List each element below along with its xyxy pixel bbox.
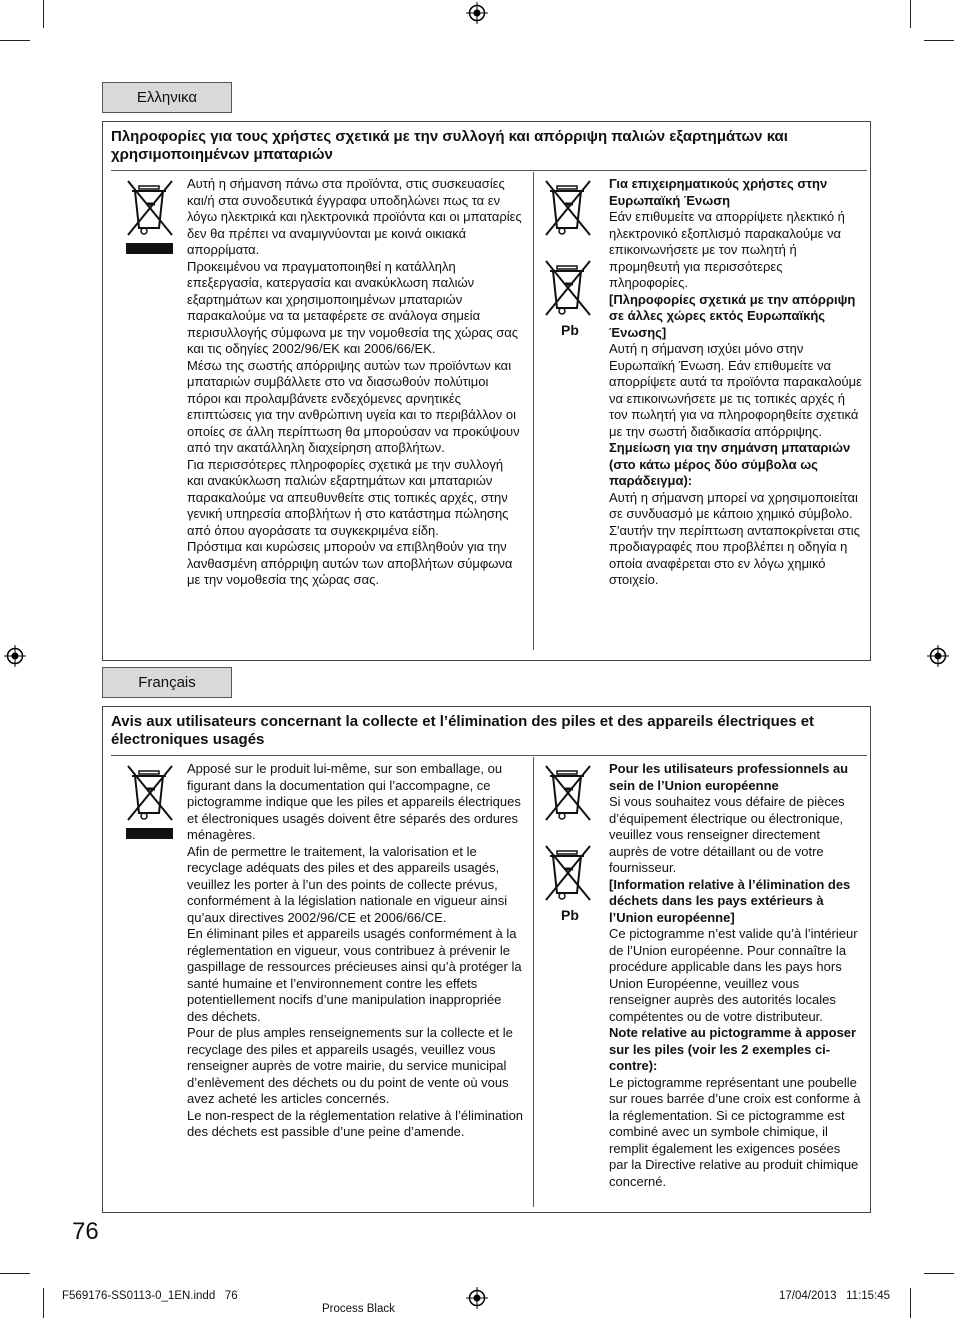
paragraph: Αυτή η σήμανση πάνω στα προϊόντα, στις συσκευασίες και/ή στα συνοδευτικά έγγραφα υποδηλώνει πως τα εν λόγω ηλεκτρικά και ηλεκτρονικά προϊόντα και οι μπαταρίες δεν θα πρέπει να αναμιγνύονται με κοινά οικιακά απορρίματα. [187,176,522,257]
crossed-bin-icon [125,763,175,841]
crop-mark [910,0,911,28]
footer-datetime: 17/04/2013 11:15:45 [779,1290,891,1302]
footer-file-name: F569176-SS0113-0_1EN.indd 76 [62,1290,238,1302]
title-divider [111,755,867,756]
registration-mark-icon [927,645,949,667]
crossed-bin-icon [543,258,593,318]
paragraph: Pour de plus amples renseignements sur la collecte et le recyclage des piles et appareils usagés, veuillez vous renseigner auprès de votre mairie, du service municipal d’enlèvement des déchets ou du point de vente où vous avez acheté les articles concernés. [187,1025,513,1106]
registration-mark-icon [466,2,488,24]
paragraph: Ce pictogramme n’est valide qu’à l’intérieur de l’Union européenne. Pour connaître la procédure applicable dans les pays hors Union Européenne, veuillez vous renseigner auprès des autorités locales compétentes ou de votre distributeur. [609,926,858,1024]
paragraph: Αυτή η σήμανση ισχύει μόνο στην Ευρωπαϊκή Ένωση. Εάν επιθυμείτε να απορρίψετε αυτά τα προϊόντα παρακαλούμε να επικοινωνήσετε με τις τοπικές αρχές ή τον πωλητή για να πληροφορηθείτε σχετικά με την σωστή διαδικασία απόρριψης. [609,341,862,439]
title-divider [111,170,867,171]
crop-mark [43,1288,44,1318]
paragraph: En éliminant piles et appareils usagés conformément à la réglementation en vigueur, vous contribuez à prévenir le gaspillage de ressources précieuses ainsi qu’à protéger la santé humaine et l’environnement contre les effets potentiellement nocifs d’une manipulation inappropriée des déchets. [187,926,522,1024]
subheading: Για επιχειρηματικούς χρήστες στην Ευρωπαϊκή Ένωση [609,176,828,208]
greek-section-title: Πληροφορίες για τους χρήστες σχετικά με την συλλογή και απόρριψη παλιών εξαρτημάτων και χρησιμοποιημένων μπαταριών [111,128,788,163]
pb-chemical-symbol: Pb [561,907,579,923]
crossed-bin-icon [543,763,593,823]
crossed-bin-icon [543,178,593,238]
column-divider [533,172,534,650]
greek-section [102,121,871,661]
registration-mark-icon [4,645,26,667]
column-divider [533,757,534,1207]
paragraph: Πρόστιμα και κυρώσεις μπορούν να επιβληθούν για την λανθασμένη απόρριψη αυτών των αποβλήτων σύμφωνα με την νομοθεσία της χώρας σας. [187,539,513,587]
subheading: Note relative au pictogramme à apposer sur les piles (voir les 2 exemples ci-contre): [609,1025,857,1073]
paragraph: Προκειμένου να πραγματοποιηθεί η κατάλληλη επεξεργασία, κατεργασία και ανακύκλωση παλιών εξαρτημάτων και χρησιμοποιημένων μπαταριών παρακαλούμε να τα μεταφέρετε σε ανάλογα σημεία περισυλλογής σύμφωνα με την νομοθεσία της χώρας σας και τις οδηγίες 2002/96/ΕΚ και 2006/66/ΕΚ. [187,258,518,356]
french-section-title: Avis aux utilisateurs concernant la collecte et l’élimination des piles et des appareils électriques et électroniques usagés [111,713,815,748]
crop-mark [0,40,30,41]
language-tab-greek: Ελληνικα [102,82,232,113]
page-number: 76 [72,1218,99,1245]
greek-right-column [609,176,862,589]
subheading: Σημείωση για την σημάνση μπαταριών (στο κάτω μέρος δύο σύμβολα ως παράδειγμα): [609,440,851,488]
crop-mark [0,1273,30,1274]
paragraph: Αυτή η σήμανση μπορεί να χρησιμοποιείται σε συνδυασμό με κάποιο χημικό σύμβολο. Σ'αυτήν την περίπτωση ανταποκρίνεται στις προδιαγραφές που προβλέπει η οδηγία η οποία αναφέρεται στο εν λόγω χημικό στοιχείο. [609,489,860,587]
subheading: [Information relative à l’élimination des déchets dans les pays extérieurs à l’Union européenne] [609,876,851,925]
language-tab-french: Français [102,667,232,698]
crossed-bin-icon [543,843,593,903]
crop-mark [924,40,954,41]
greek-left-column [187,176,522,589]
crop-mark [910,1288,911,1318]
french-right-column [609,761,862,1190]
paragraph: Εάν επιθυμείτε να απορρίψετε ηλεκτικό ή ηλεκτρονικό εξοπλισμό παρακαλούμε να επικοινωνήσετε με τον πωλητή ή προμηθευτή για περισσότερες πληροφορίες. [609,209,845,290]
paragraph: Για περισσότερες πληροφορίες σχετικά με την συλλογή και ανακύκλωση παλιών εξαρτημάτων και μπαταριών παρακαλούμε να απευθυνθείτε στις τοπικές αρχές, στην γενική υπηρεσία αποβλήτων ή στο κατάστημα πώλησης από όπου αγοράσατε τα συγκεκριμένα είδη. [187,456,509,538]
crop-mark [924,1273,954,1274]
paragraph: Afin de permettre le traitement, la valorisation et le recyclage adéquats des piles et des appareils usagés, veuillez les porter à l’un des points de collecte prévus, conformément à la législation nationale en vigueur ainsi qu’aux directives 2002/96/CE et 2006/66/CE. [187,843,508,925]
paragraph: Le non-respect de la réglementation relative à l’élimination des déchets est passible d’une peine d’amende. [187,1107,524,1139]
footer-process-color: Process Black [322,1303,395,1315]
paragraph: Le pictogramme représentant une poubelle sur roues barrée d’une croix est conforme à la réglementation. Si ce pictogramme est combiné avec un symbole chimique, il remplit également les exigences posées par la Directive relative au produit chimique concerné. [609,1074,861,1189]
pb-chemical-symbol: Pb [561,322,579,338]
registration-mark-icon [466,1287,488,1309]
paragraph: Si vous souhaitez vous défaire de pièces d’équipement électrique ou électronique, veuillez vous renseigner directement auprès de votre détaillant ou de votre fournisseur. [609,794,845,875]
subheading: Pour les utilisateurs professionnels au sein de l’Union européenne [609,761,849,793]
subheading: [Πληροφορίες σχετικά με την απόρριψη σε άλλες χώρες εκτός Ευρωπαϊκής Ένωσης] [609,291,856,340]
paragraph: Μέσω της σωστής απόρριψης αυτών των προϊόντων και μπαταριών συμβάλλετε στο να διασωθούν πολύτιμοι πόροι και προλαμβάνετε ενδεχόμενες αρνητικές επιπτώσεις για την ανθρώπινη υγεία και το περιβάλλον οι οποίες σε άλλη περίπτωση θα μπορούσαν να προκύψουν από την ακατάλληλη διαχείρηση αποβλήτων. [187,357,520,455]
paragraph: Apposé sur le produit lui-même, sur son emballage, ou figurant dans la documentation qui l’accompagne, ce pictogramme indique que les piles et appareils électriques et électroniques usagés doivent être séparés des ordures ménagères. [187,761,521,842]
french-section [102,706,871,1213]
crop-mark [43,0,44,28]
crossed-bin-icon [125,178,175,256]
french-left-column [187,761,525,1141]
